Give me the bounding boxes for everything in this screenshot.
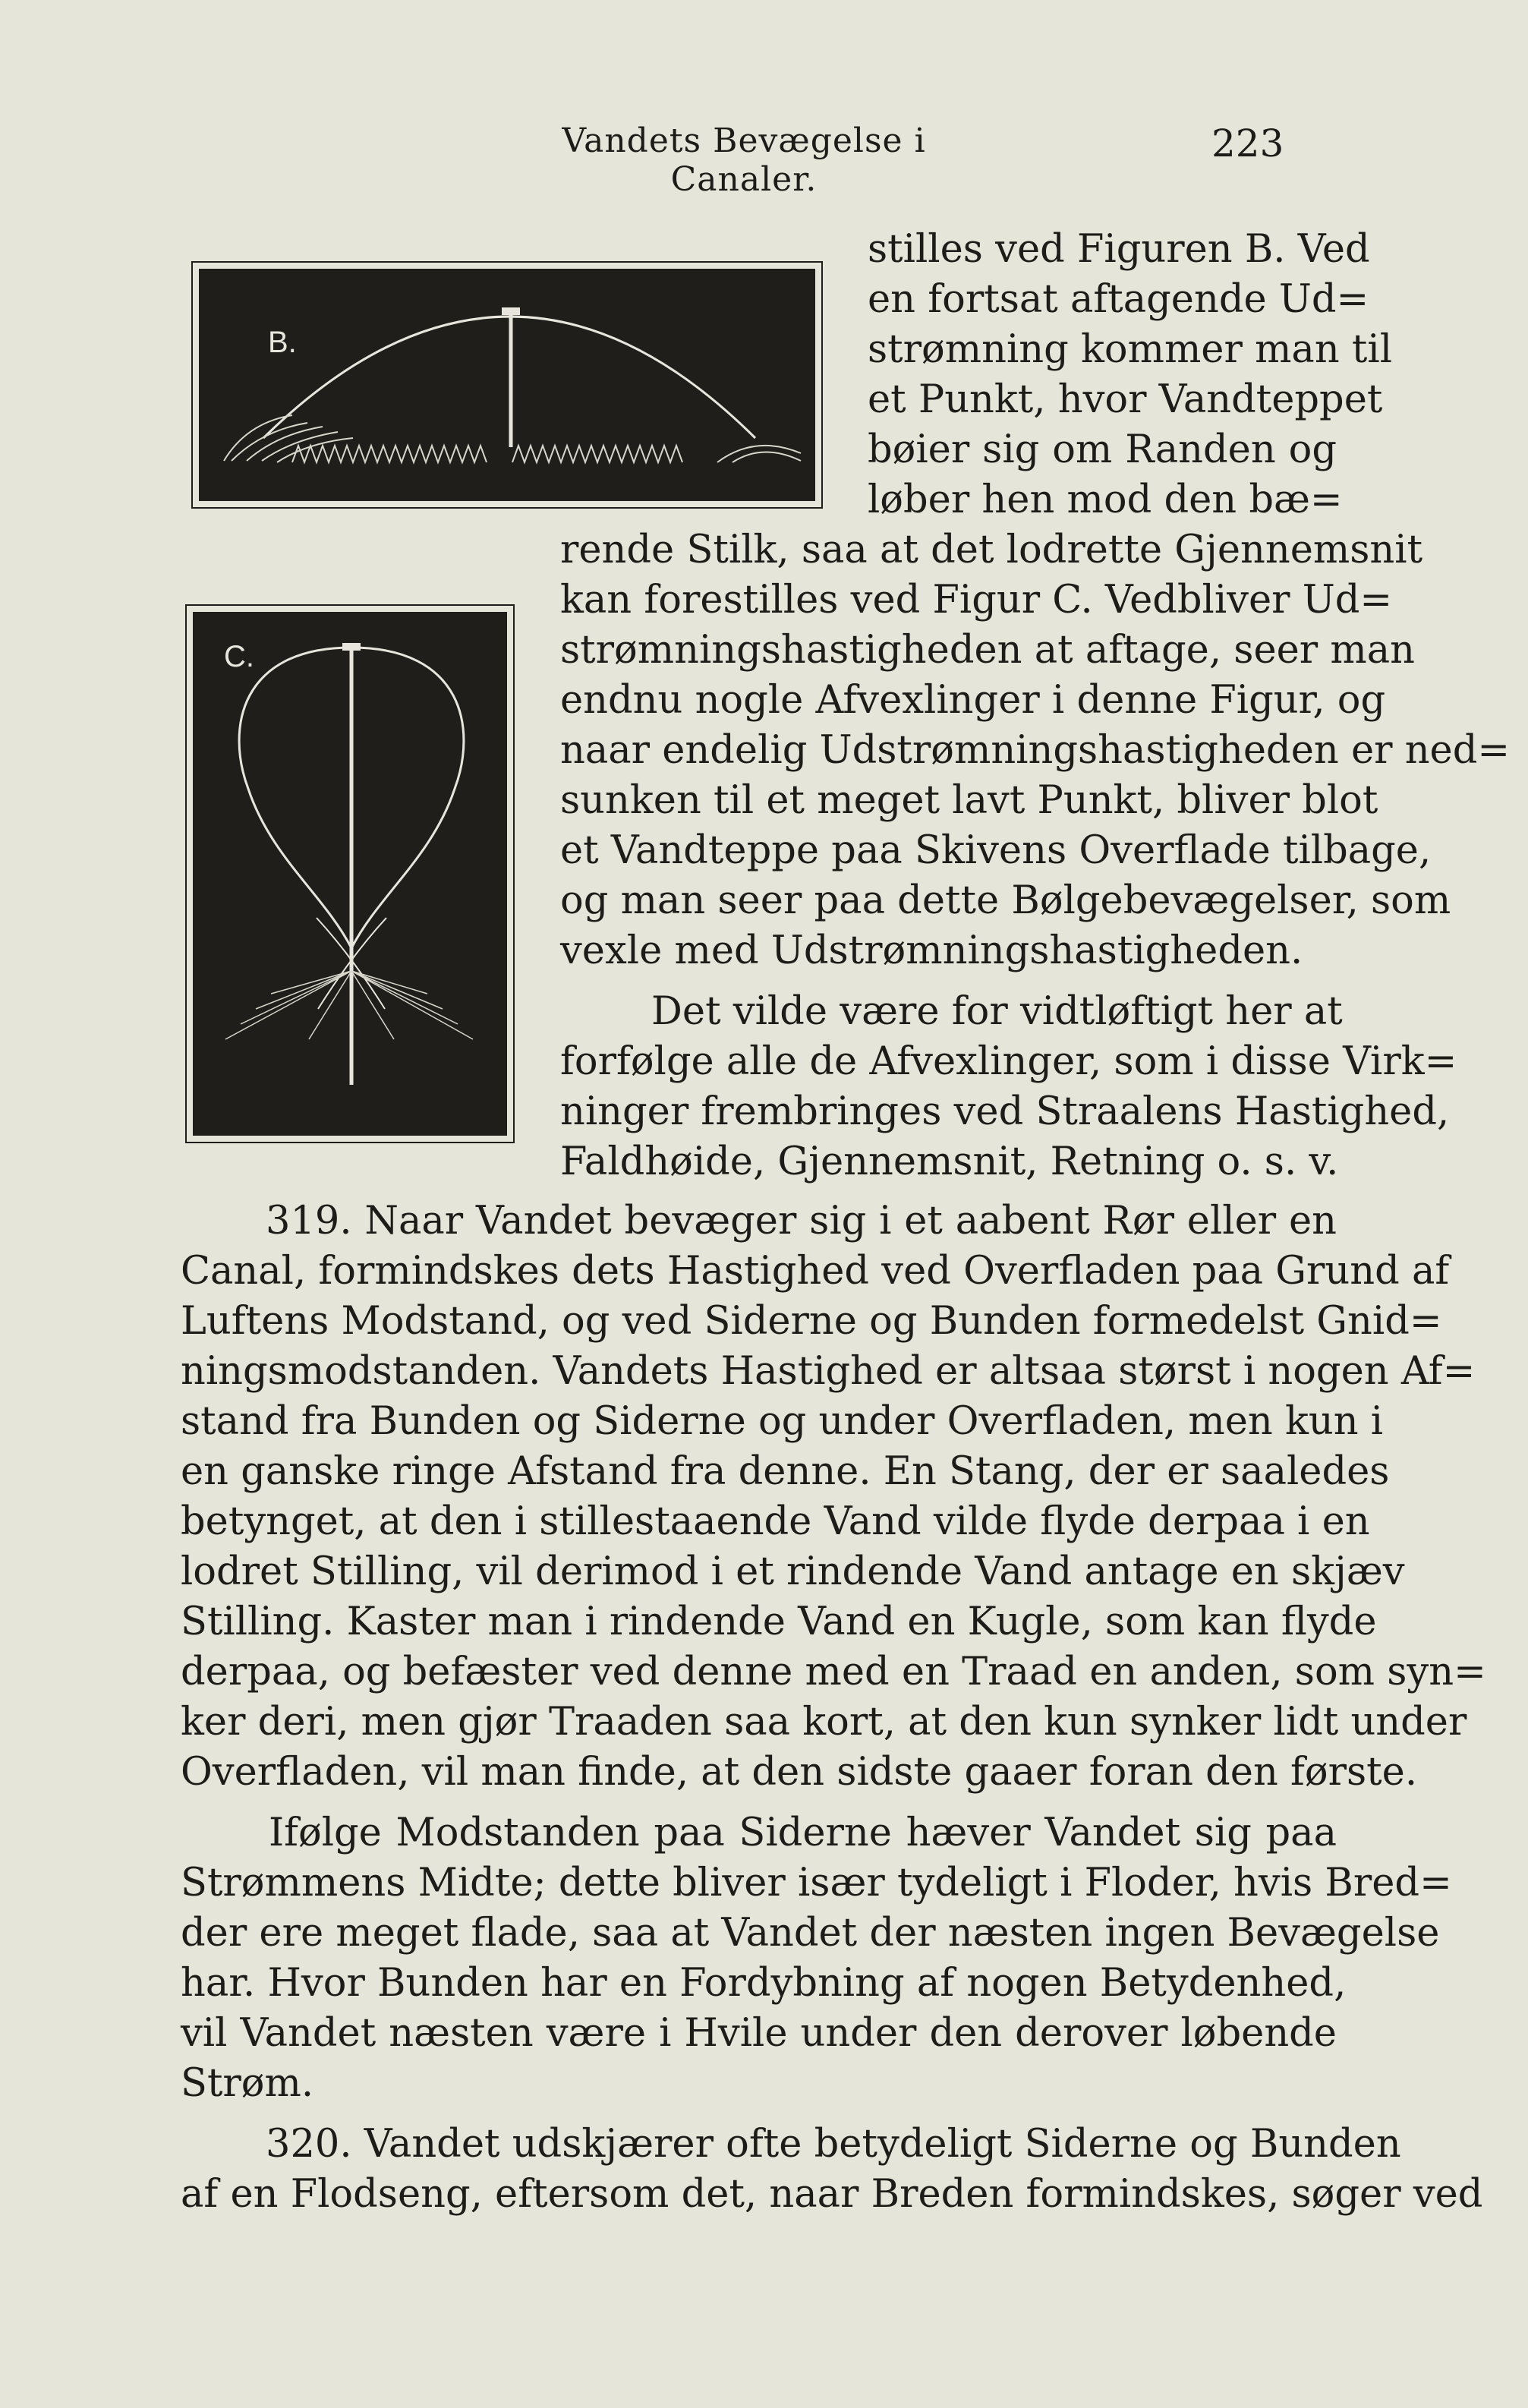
text-line: sunken til et meget lavt Punkt, bliver blot xyxy=(560,778,1378,823)
text-line: Canal, formindskes dets Hastighed ved Overfladen paa Grund af xyxy=(181,1249,1450,1294)
text-line: stand fra Bunden og Siderne og under Overfladen, men kun i xyxy=(181,1399,1384,1444)
text-line: Strøm. xyxy=(181,2061,314,2106)
text-line: betynget, at den i stillestaaende Vand vilde flyde derpaa i en xyxy=(181,1499,1370,1544)
text-line: ker deri, men gjør Traaden saa kort, at den kun synker lidt under xyxy=(181,1700,1467,1745)
text-line: forfølge alle de Afvexlinger, som i disse Virk= xyxy=(560,1039,1457,1084)
text-line: stilles ved Figuren B. Ved xyxy=(868,227,1370,272)
text-line: strømning kommer man til xyxy=(868,327,1393,372)
figure-b xyxy=(199,269,815,501)
text-line: Strømmens Midte; dette bliver især tydeligt i Floder, hvis Bred= xyxy=(181,1861,1452,1905)
text-line: der ere meget flade, saa at Vandet der næsten ingen Bevægelse xyxy=(181,1911,1440,1956)
text-line: ninger frembringes ved Straalens Hastighed, xyxy=(560,1089,1450,1134)
text-line: strømningshastigheden at aftage, seer man xyxy=(560,628,1416,673)
text-line: Stilling. Kaster man i rindende Vand en Kugle, som kan flyde xyxy=(181,1600,1377,1644)
text-line: kan forestilles ved Figur C. Vedbliver Ud= xyxy=(560,578,1393,622)
text-line: en ganske ringe Afstand fra denne. En Stang, der er saaledes xyxy=(181,1449,1390,1494)
text-line: Det vilde være for vidtløftigt her at xyxy=(651,989,1343,1034)
text-line: og man seer paa dette Bølgebevægelser, som xyxy=(560,878,1451,923)
figure-b-illustration xyxy=(201,271,813,499)
text-line: en fortsat aftagende Ud= xyxy=(868,277,1369,322)
text-line: vexle med Udstrømningshastigheden. xyxy=(560,928,1303,973)
text-line: derpaa, og befæster ved denne med en Traad en anden, som syn= xyxy=(181,1650,1486,1694)
running-title: Vandets Bevægelse i Canaler. xyxy=(562,121,926,199)
text-line: af en Flodseng, eftersom det, naar Breden formindskes, søger ved xyxy=(181,2172,1483,2217)
page-number: 223 xyxy=(1211,121,1284,165)
text-line: naar endelig Udstrømningshastigheden er ned= xyxy=(560,728,1511,773)
figure-c xyxy=(193,612,507,1136)
figure-c-label: C. xyxy=(224,640,254,673)
text-line: 320. Vandet udskjærer ofte betydeligt Siderne og Bunden xyxy=(266,2122,1401,2167)
text-line: et Vandteppe paa Skivens Overflade tilbage, xyxy=(560,828,1432,873)
text-line: 319. Naar Vandet bevæger sig i et aabent Rør eller en xyxy=(266,1199,1337,1243)
text-line: et Punkt, hvor Vandteppet xyxy=(868,377,1383,422)
text-line: vil Vandet næsten være i Hvile under den derover løbende xyxy=(181,2011,1337,2056)
text-line: løber hen mod den bæ= xyxy=(868,478,1343,522)
text-line: Ifølge Modstanden paa Siderne hæver Vandet sig paa xyxy=(269,1811,1337,1855)
text-line: Luftens Modstand, og ved Siderne og Bunden formedelst Gnid= xyxy=(181,1299,1442,1344)
figure-b-label: B. xyxy=(268,326,297,359)
text-line: endnu nogle Afvexlinger i denne Figur, og xyxy=(560,678,1386,723)
text-line: bøier sig om Randen og xyxy=(868,427,1337,472)
text-line: Faldhøide, Gjennemsnit, Retning o. s. v. xyxy=(560,1139,1339,1184)
figure-c-illustration xyxy=(195,614,505,1133)
text-line: har. Hvor Bunden har en Fordybning af nogen Betydenhed, xyxy=(181,1961,1347,2006)
text-line: Overfladen, vil man finde, at den sidste gaaer foran den første. xyxy=(181,1750,1418,1795)
text-line: rende Stilk, saa at det lodrette Gjennemsnit xyxy=(560,528,1423,572)
text-line: ningsmodstanden. Vandets Hastighed er altsaa størst i nogen Af= xyxy=(181,1349,1476,1394)
text-line: lodret Stilling, vil derimod i et rindende Vand antage en skjæv xyxy=(181,1549,1405,1594)
